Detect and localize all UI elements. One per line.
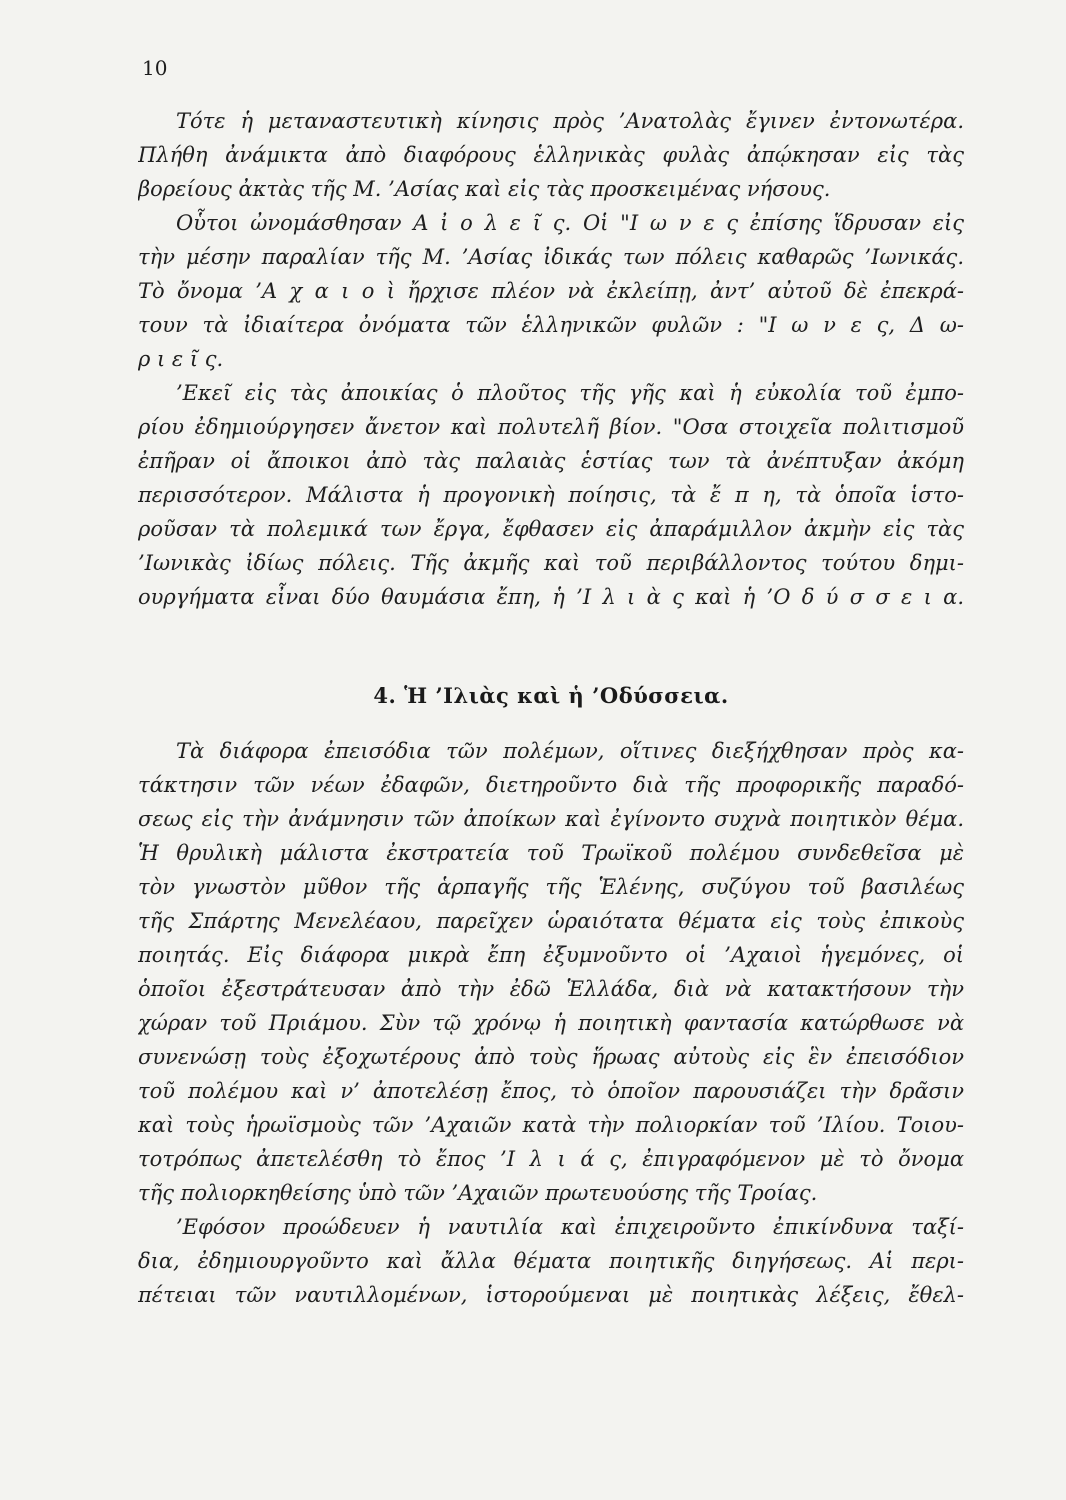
text-line: ροῦσαν τὰ πολεμικά των ἔργα, ἔφθασεν εἰς ἀπαράμιλλον ἀκμὴν εἰς τὰς <box>138 517 964 541</box>
text-line: σεως εἰς τὴν ἀνάμνησιν τῶν ἀποίκων καὶ ἐγίνοντο συχνὰ ποιητικὸν θέμα. <box>138 807 964 831</box>
text-line: ποιητάς. Εἰς διάφορα μικρὰ ἔπη ἐξυμνοῦντο οἱ ’Αχαιοὶ ἡγεμόνες, οἱ <box>138 943 964 967</box>
text-line: ρ ι ε ῖ ς. <box>138 347 224 371</box>
text-line: τοῦ πολέμου καὶ ν’ ἀποτελέσῃ ἔπος, τὸ ὁποῖον παρουσιάζει τὴν δρᾶσιν <box>138 1079 964 1103</box>
text-line: Τὰ διάφορα ἐπεισόδια τῶν πολέμων, οἵτινες διεξήχθησαν πρὸς κα- <box>176 739 964 763</box>
text-line: καὶ τοὺς ἡρωϊσμοὺς τῶν ’Αχαιῶν κατὰ τὴν πολιορκίαν τοῦ ’Ιλίου. Τοιου- <box>138 1113 964 1137</box>
text-line: Ἡ θρυλικὴ μάλιστα ἐκστρατεία τοῦ Τρωϊκοῦ πολέμου συνδεθεῖσα μὲ <box>138 841 964 865</box>
text-line: τὴν μέσην παραλίαν τῆς Μ. ’Ασίας ἰδικάς των πόλεις καθαρῶς ’Ιωνικάς. <box>138 245 964 269</box>
text-line: χώραν τοῦ Πριάμου. Σὺν τῷ χρόνῳ ἡ ποιητικὴ φαντασία κατώρθωσε νὰ <box>138 1011 964 1035</box>
text-line: συνενώσῃ τοὺς ἐξοχωτέρους ἀπὸ τοὺς ἥρωας αὐτοὺς εἰς ἓν ἐπεισόδιον <box>138 1045 964 1069</box>
section-heading: 4. Ἡ ’Ιλιὰς καὶ ἡ ’Οδύσσεια. <box>373 683 729 708</box>
text-line: ’Εφόσον προώδευεν ἡ ναυτιλία καὶ ἐπιχειροῦντο ἐπικίνδυνα ταξί- <box>176 1215 964 1239</box>
text-line: τουν τὰ ἰδιαίτερα ὀνόματα τῶν ἑλληνικῶν φυλῶν : "Ι ω ν ε ς, Δ ω- <box>138 313 964 337</box>
section-2-text <box>138 734 964 1312</box>
text-line: ουργήματα εἶναι δύο θαυμάσια ἔπη, ἡ ’Ι λ ι ὰ ς καὶ ἡ ’Ο δ ύ σ σ ε ι α. <box>138 585 964 609</box>
text-line: ὁποῖοι ἐξεστράτευσαν ἀπὸ τὴν ἐδῶ Ἑλλάδα, διὰ νὰ κατακτήσουν τὴν <box>138 977 964 1001</box>
text-line: τὸν γνωστὸν μῦθον τῆς ἁρπαγῆς τῆς Ἑλένης, συζύγου τοῦ βασιλέως <box>138 875 964 899</box>
text-line: ρίου ἐδημιούργησεν ἄνετον καὶ πολυτελῆ βίον. "Οσα στοιχεῖα πολιτισμοῦ <box>138 415 964 439</box>
page-number: 10 <box>142 56 168 80</box>
text-line: Οὗτοι ὠνομάσθησαν Α ἰ ο λ ε ῖ ς. Οἱ "Ι ω ν ε ς ἐπίσης ἵδρυσαν εἰς <box>176 211 964 235</box>
text-line: πέτειαι τῶν ναυτιλλομένων, ἱστορούμεναι μὲ ποιητικὰς λέξεις, ἔθελ- <box>138 1283 964 1307</box>
text-line: Τότε ἡ μεταναστευτικὴ κίνησις πρὸς ’Ανατολὰς ἔγινεν ἐντονωτέρα. <box>176 109 964 133</box>
text-line: τάκτησιν τῶν νέων ἐδαφῶν, διετηροῦντο διὰ τῆς προφορικῆς παραδό- <box>138 773 964 797</box>
section-1-text <box>138 104 964 614</box>
text-line: Τὸ ὄνομα ’Α χ α ι ο ὶ ἤρχισε πλέον νὰ ἐκλείπῃ, ἀντ’ αὐτοῦ δὲ ἐπεκρά- <box>138 279 964 303</box>
text-line: τῆς πολιορκηθείσης ὑπὸ τῶν ’Αχαιῶν πρωτευούσης τῆς Τροίας. <box>138 1181 818 1205</box>
text-line: ’Εκεῖ εἰς τὰς ἀποικίας ὁ πλοῦτος τῆς γῆς καὶ ἡ εὐκολία τοῦ ἐμπο- <box>176 381 964 405</box>
text-line: δια, ἐδημιουργοῦντο καὶ ἄλλα θέματα ποιητικῆς διηγήσεως. Αἱ περι- <box>138 1249 964 1273</box>
text-line: τοτρόπως ἀπετελέσθη τὸ ἔπος ’Ι λ ι ά ς, ἐπιγραφόμενον μὲ τὸ ὄνομα <box>138 1147 964 1171</box>
text-line: Πλήθη ἀνάμικτα ἀπὸ διαφόρους ἑλληνικὰς φυλὰς ἀπῴκησαν εἰς τὰς <box>138 143 964 167</box>
text-line: ἐπῆραν οἱ ἄποικοι ἀπὸ τὰς παλαιὰς ἑστίας των τὰ ἀνέπτυξαν ἀκόμη <box>138 449 964 473</box>
text-line: ’Ιωνικὰς ἰδίως πόλεις. Τῆς ἀκμῆς καὶ τοῦ περιβάλλοντος τούτου δημι- <box>138 551 964 575</box>
text-line: βορείους ἀκτὰς τῆς Μ. ’Ασίας καὶ εἰς τὰς προσκειμένας νήσους. <box>138 177 831 201</box>
text-line: τῆς Σπάρτης Μενελέαου, παρεῖχεν ὡραιότατα θέματα εἰς τοὺς ἐπικοὺς <box>138 909 964 933</box>
text-line: περισσότερον. Μάλιστα ἡ προγονικὴ ποίησις, τὰ ἔ π η, τὰ ὁποῖα ἱστο- <box>138 483 964 507</box>
